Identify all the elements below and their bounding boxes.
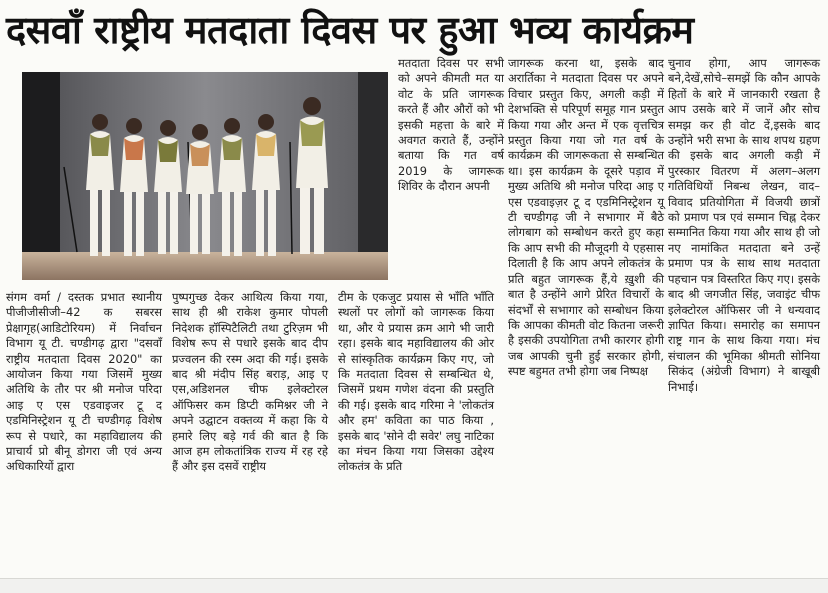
headline: दसवाँ राष्ट्रीय मतदाता दिवस पर हुआ भव्य कार्यक्रम	[6, 8, 694, 52]
column-text: टीम के एकजुट प्रयास से भाँति भाँति स्थलों पर लोगों को जागरूक किया था, और ये प्रयास क्रम आगे भी जारी रहा। इसके बाद महाविद्यालय की ओर से सांस्कृतिक कार्यक्रम किए गए, जो कि मतदाता दिवस से सम्बन्धित थे, जिसमें प्रथम गणेश वंदना की प्रस्तुति की गई। इसके बाद गरिमा ने 'लोकतंत्र और हम' कविता का पाठ किया , इसके बाद 'सोने दी सवेर' लघु नाटिका का मंचन किया गया जिसका उद्देश्य लोकतंत्र के प्रति	[338, 290, 494, 474]
column-text: मतदाता दिवस पर सभी को अपने कीमती मत या वोट के प्रति जागरूक करते हैं और औरों को भी इसकी महत्ता के बारे में अवगत कराते हैं, उन्होंने बताया कि गत वर्ष 2019 के जागरूक शिविर के दौरान अपनी	[398, 56, 504, 194]
article-column-1	[6, 290, 162, 576]
column-text: पुष्पगुच्छ देकर आथित्य किया गया, साथ ही श्री राकेश कुमार पोपली निदेशक हॉस्पिटैलिटी तथा टुरिज़म भी विशेष रूप से पधारे इसके बाद दीप प्रज्वलन की रस्म अदा की गई। इसके बाद श्री मंदीप सिंह बराड़, आइ ए एस,अडिशनल चीफ इलेक्टोरल ऑफिसर कम डिप्टी कमिश्नर जी ने अपने उद्घाटन वक्तव्य में कहा कि ये हमारे लिए बड़े गर्व की बात है कि आज हम लोकतांत्रिक राज्य में रह रहे हैं और इस दसवें राष्ट्रीय	[172, 290, 328, 474]
article-column-2-top	[398, 56, 504, 282]
bottom-margin	[0, 578, 828, 593]
article-column-3	[508, 56, 664, 379]
column-text: जागरूक करना था, इसके बाद अरार्तिका ने मतदाता दिवस पर अपने विचार प्रस्तुत किए, अगली कड़ी में देशभक्ति से परिपूर्ण समूह गान प्रस्तुत किया गया और अन्त में एक वृत्तचित्र प्रस्तुत किया गया जो गत वर्ष के कार्यक्रम की जागरूकता से सम्बन्धित था। इस कार्यक्रम के दूसरे पड़ाव में मुख्य अतिथि श्री मनोज परिदा आइ ए एस एडवाइज़र टू द एडमिनिस्ट्रेशन यू टी चण्डीगढ़ जी ने सभागार में बैठे लोगबाग को सम्बोधन करते हुए कहा कि आप सभी की मौजूदगी ये एहसास दिलाती है कि आप अपने लोकतंत्र के प्रति बहुत जागरूक हैं,ये ख़ुशी की बात है उन्होंने आगे प्रेरित विचारों के संदर्भों से सभागार को सम्बोधन किया कि आपका कीमती वोट कितना जरूरी है इसकी उपयोगिता तभी कारगर होगी जब आपकी चुनी हुई सरकार होगी, स्पष्ट बहुमत तभी होगा जब निष्पक्ष	[508, 56, 664, 379]
article-column-2	[172, 290, 328, 576]
article-column-3-lower	[338, 290, 494, 576]
column-text: चुनाव होगा, आप जागरूक बने,देखें,सोचे–समझें कि कौन आपके हितों के बारे में जानकारी रखता है आप उसके बारे में जानें और सोच समझ कर ही वोट दें,इसके बाद उन्होंने भरी सभा के साथ शपथ ग्रहण की इसके बाद अगली कड़ी में पुरस्कार वितरण में अलग–अलग गतिविधियों निबन्ध लेखन, वाद–विवाद प्रतियोगिता में विजयी छात्रों को प्रमाण पत्र एवं सम्मान चिह्न देकर सम्मानित किया गया और साथ ही जो नए नामांकित मतदाता बने उन्हें प्रमाण पत्र के साथ साथ मतदाता पहचान पत्र विस्तरित किए गए। इसके बाद श्री जगजीत सिंह, जवाइंट चीफ इलेक्टोरल ऑफिसर जी ने धन्यवाद ज्ञापित किया। समारोह का समापन राष्ट्र गान के साथ किया गया। मंच संचालन की भूमिका श्रीमती सोनिया सिकंद (अंग्रेजी विभाग) ने बाखूबी निभाई।	[668, 56, 820, 394]
article-column-4	[668, 56, 820, 576]
column-text: संगम वर्मा / दस्तक प्रभात स्थानीय पीजीजीसीजी–42 क सबरस प्रेक्षागृह(आडिटोरियम) में निर्वाचन विभाग यू टी. चण्डीगढ़ द्वारा "दसवाँ राष्ट्रीय मतदाता दिवस 2020" का आयोजन किया गया जिसमें मुख्य अतिथि के तौर पर श्री मनोज परिदा आइ ए एस एडवाइजर टू द एडमिनिस्ट्रेशन यू टी चण्डीगढ़ विशेष रूप से पधारे, का महाविद्यालय की प्राचार्य प्रो बीनू डोगरा जी एवं अन्य अधिकारियों द्वारा	[6, 290, 162, 474]
group-song-performers-image	[22, 72, 388, 280]
stage-photo	[22, 72, 388, 280]
